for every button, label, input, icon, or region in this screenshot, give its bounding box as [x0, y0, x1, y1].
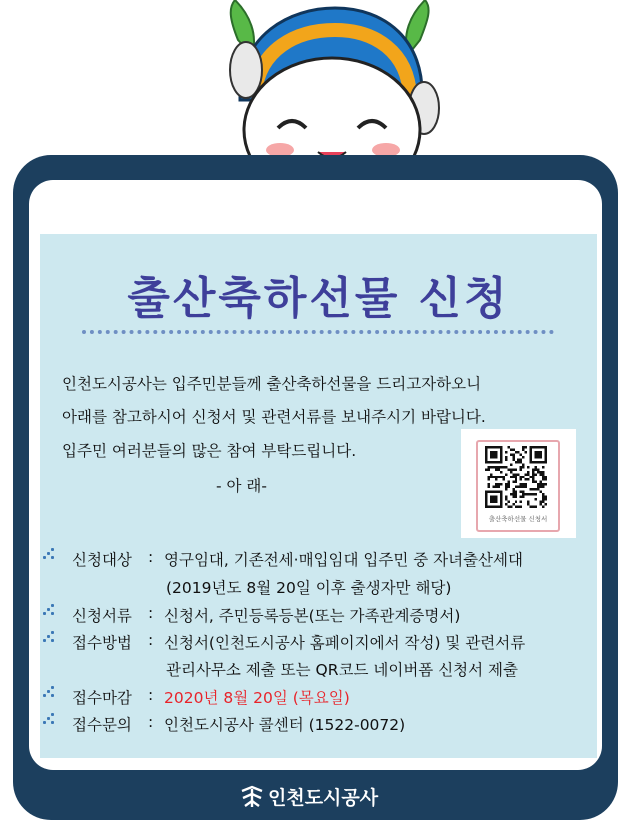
item-label: 신청서류 — [72, 607, 132, 625]
intro-line: 인천도시공사는 입주민분들께 출산축하선물을 드리고자하오니 — [62, 375, 482, 393]
org-logo-icon — [238, 785, 266, 809]
item-continuation: 관리사무소 제출 또는 QR코드 네이버폼 신청서 제출 — [166, 661, 518, 679]
qr-code-icon[interactable] — [485, 446, 547, 508]
item-label: 접수마감 — [72, 689, 132, 707]
title-divider — [82, 330, 554, 334]
item-label: 접수방법 — [72, 634, 132, 652]
intro-line: 입주민 여러분들의 많은 참여 부탁드립니다. — [62, 442, 357, 460]
item-value: 신청서, 주민등록등본(또는 가족관계증명서) — [164, 607, 461, 625]
bullet-icon — [43, 713, 59, 725]
bullet-icon — [43, 548, 59, 560]
item-continuation: (2019년도 8월 20일 이후 출생자만 해당) — [166, 579, 452, 597]
item-colon: : — [148, 604, 154, 622]
item-value: 영구임대, 기존전세·매입임대 입주민 중 자녀출산세대 — [164, 551, 523, 569]
bullet-icon — [43, 631, 59, 643]
item-colon: : — [148, 631, 154, 649]
bullet-icon — [43, 686, 59, 698]
item-label: 접수문의 — [72, 716, 132, 734]
item-value: 인천도시공사 콜센터 (1522-0072) — [164, 716, 406, 734]
org-name: 인천도시공사 — [268, 787, 379, 809]
page-title: 출산축하선물 신청 — [127, 273, 510, 324]
deadline-value: 2020년 8월 20일 (목요일) — [164, 689, 350, 707]
qr-caption: 출산축하선물 신청서 — [488, 515, 548, 523]
item-colon: : — [148, 713, 154, 731]
reference-heading: - 아 래- — [216, 477, 267, 495]
item-colon: : — [148, 548, 154, 566]
item-value: 신청서(인천도시공사 홈페이지에서 작성) 및 관련서류 — [164, 634, 526, 652]
item-label: 신청대상 — [72, 551, 132, 569]
item-colon: : — [148, 686, 154, 704]
intro-line: 아래를 참고하시어 신청서 및 관련서류를 보내주시기 바랍니다. — [62, 408, 486, 426]
bullet-icon — [43, 604, 59, 616]
